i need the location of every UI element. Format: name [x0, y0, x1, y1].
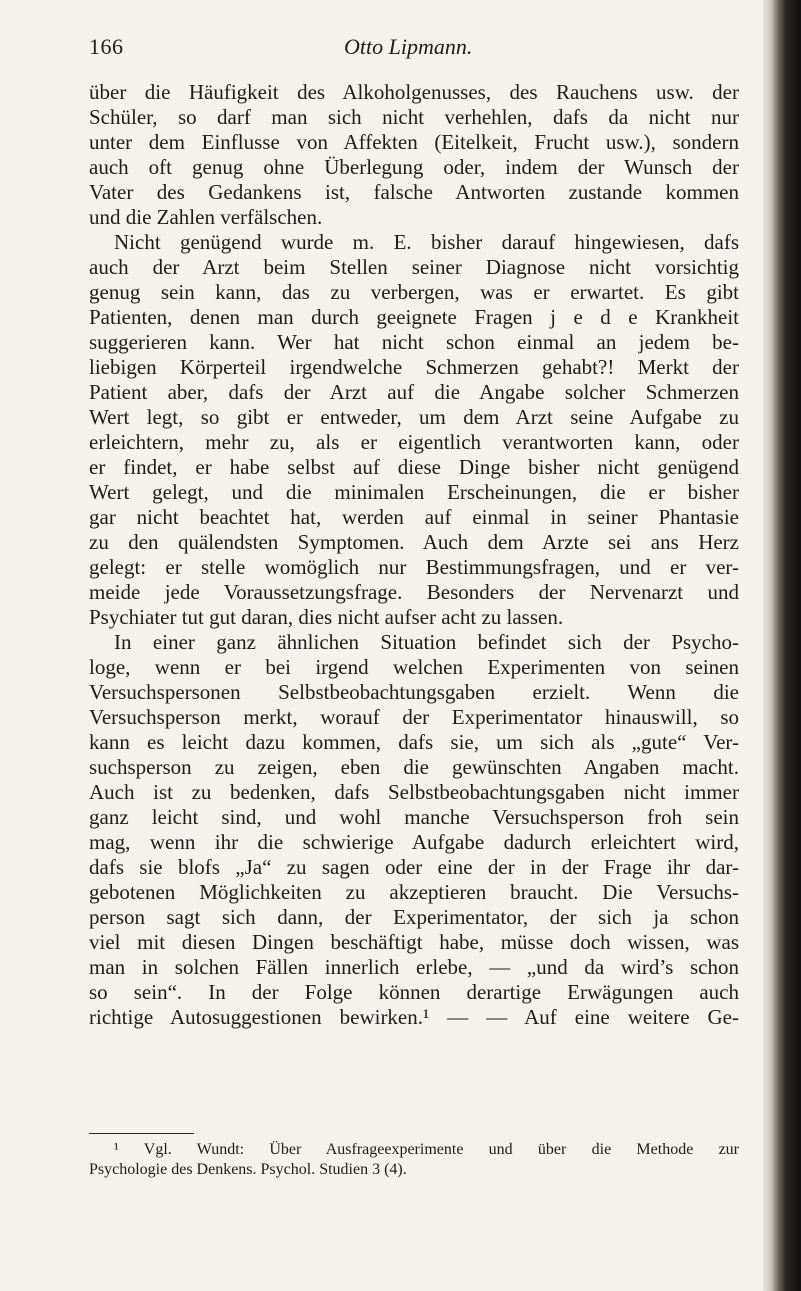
text-line: viel mit diesen Dingen beschäftigt habe, müsse doch wissen, was [89, 930, 739, 954]
text-line: In einer ganz ähnlichen Situation befindet sich der Psycho- [114, 630, 739, 654]
footnote-line: ¹ Vgl. Wundt: Über Ausfrageexperimente und über die Methode zur [114, 1141, 739, 1158]
footnote-divider [89, 1133, 194, 1134]
text-line: Psychiater tut gut daran, dies nicht aufser acht zu lassen. [89, 605, 564, 629]
text-line: liebigen Körperteil irgendwelche Schmerzen gehabt?! Merkt der [89, 355, 739, 379]
text-line: man in solchen Fällen innerlich erlebe, — „und da wird’s schon [89, 955, 739, 979]
text-line: Versuchspersonen Selbstbeobachtungsgaben erzielt. Wenn die [89, 680, 739, 704]
text-line: richtige Autosuggestionen bewirken.¹ — — Auf eine weitere Ge- [89, 1005, 739, 1029]
text-line: loge, wenn er bei irgend welchen Experimenten von seinen [89, 655, 739, 679]
text-line: genug sein kann, das zu verbergen, was er erwartet. Es gibt [89, 280, 739, 304]
text-line: person sagt sich dann, der Experimentator, der sich ja schon [89, 905, 739, 929]
text-line: so sein“. In der Folge können derartige Erwägungen auch [89, 980, 739, 1004]
text-line: Vater des Gedankens ist, falsche Antworten zustande kommen [89, 180, 739, 204]
text-line: meide jede Voraussetzungsfrage. Besonders der Nervenarzt und [89, 580, 739, 604]
text-line: erleichtern, mehr zu, als er eigentlich verantworten kann, oder [89, 430, 739, 454]
body-text [89, 80, 739, 1030]
text-line: suggerieren kann. Wer hat nicht schon einmal an jedem be- [89, 330, 739, 354]
text-line: und die Zahlen verfälschen. [89, 205, 323, 229]
text-line: Wert gelegt, und die minimalen Erscheinungen, die er bisher [89, 480, 739, 504]
text-line: auch oft genug ohne Überlegung oder, indem der Wunsch der [89, 155, 739, 179]
text-line: unter dem Einflusse von Affekten (Eitelkeit, Frucht usw.), sondern [89, 130, 739, 154]
text-line: Wert legt, so gibt er entweder, um dem Arzt seine Aufgabe zu [89, 405, 739, 429]
text-line: er findet, er habe selbst auf diese Dinge bisher nicht genügend [89, 455, 739, 479]
text-line: Patienten, denen man durch geeignete Fragen j e d e Krankheit [89, 305, 739, 329]
text-line: ganz leicht sind, und wohl manche Versuchsperson froh sein [89, 805, 739, 829]
text-line: mag, wenn ihr die schwierige Aufgabe dadurch erleichtert wird, [89, 830, 739, 854]
text-line: Nicht genügend wurde m. E. bisher darauf hingewiesen, dafs [114, 230, 739, 254]
text-line: über die Häufigkeit des Alkoholgenusses, des Rauchens usw. der [89, 80, 739, 104]
text-line: kann es leicht dazu kommen, dafs sie, um sich als „gute“ Ver- [89, 730, 739, 754]
page-header [89, 34, 739, 64]
text-line: Patient aber, dafs der Arzt auf die Angabe solcher Schmerzen [89, 380, 739, 404]
text-line: gebotenen Möglichkeiten zu akzeptieren braucht. Die Versuchs- [89, 880, 739, 904]
text-line: dafs sie blofs „Ja“ zu sagen oder eine der in der Frage ihr dar- [89, 855, 739, 879]
text-line: Auch ist zu bedenken, dafs Selbstbeobachtungsgaben nicht immer [89, 780, 739, 804]
text-line: auch der Arzt beim Stellen seiner Diagnose nicht vorsichtig [89, 255, 739, 279]
text-line: zu den quälendsten Symptomen. Auch dem Arzte sei ans Herz [89, 530, 739, 554]
page-binding-edge [763, 0, 801, 1291]
text-line: Schüler, so darf man sich nicht verhehlen, dafs da nicht nur [89, 105, 739, 129]
text-line: Versuchsperson merkt, worauf der Experimentator hinauswill, so [89, 705, 739, 729]
text-line: suchsperson zu zeigen, eben die gewünschten Angaben macht. [89, 755, 739, 779]
footnotes [89, 1140, 739, 1180]
running-head: Otto Lipmann. [344, 34, 473, 59]
footnote-line: Psychologie des Denkens. Psychol. Studien 3 (4). [89, 1161, 407, 1178]
text-line: gelegt: er stelle womöglich nur Bestimmungsfragen, und er ver- [89, 555, 739, 579]
page-number: 166 [89, 34, 124, 59]
text-line: gar nicht beachtet hat, werden auf einmal in seiner Phantasie [89, 505, 739, 529]
